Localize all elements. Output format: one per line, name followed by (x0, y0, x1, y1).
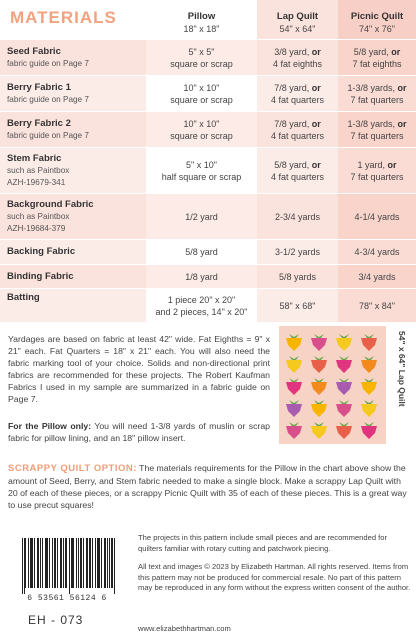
table-row-stem: Stem Fabric such as Paintbox AZH-19679-341 5" x 10" half square or scrap 5/8 yard, or 4 fat quarters 1 yard, or 7 fat quarters (0, 147, 416, 193)
barcode-bar (63, 538, 64, 588)
barcode (22, 538, 116, 594)
strawberry-block (336, 400, 352, 417)
barcode-bar (78, 538, 79, 588)
column-header-pillow: Pillow 18" x 18" (146, 0, 257, 39)
barcode-bar (73, 538, 74, 588)
barcode-bar (95, 538, 96, 588)
barcode-bar (111, 538, 112, 588)
strawberry-block (361, 422, 377, 439)
barcode-bar (66, 538, 67, 588)
barcode-bar (32, 538, 33, 588)
materials-header (0, 0, 146, 39)
barcode-bar (101, 538, 102, 588)
barcode-bar (97, 538, 98, 588)
barcode-bar (71, 538, 72, 588)
table-row-backing: Backing Fabric 5/8 yard 3-1/2 yards 4-3/4 yards (0, 239, 416, 264)
quilt-size-label: 54" x 64" Lap Quilt (397, 331, 407, 407)
barcode-bar (30, 538, 31, 588)
barcode-bar (52, 538, 53, 588)
barcode-bar (45, 538, 46, 588)
strawberry-block (286, 422, 302, 439)
barcode-bar (112, 538, 113, 588)
table-row-batting: Batting 1 piece 20" x 20" and 2 pieces, 14" x 20" 58" x 68" 78" x 84" (0, 288, 416, 322)
barcode-bar (24, 538, 25, 594)
barcode-bar (76, 538, 77, 588)
strawberry-block (286, 356, 302, 373)
yardage-note: Yardages are based on fabric at least 42" wide. Fat Eighths = 9" x 21" each. Fat Quarters = 18" x 21" each. You will also need the fabric marking tool of your choice. Solids and non-directional print fabrics are recommended for these projects. The Robert Kaufman Fabrics I used in my sample are summarized in a fabric guide on Page 7. (8, 334, 270, 404)
barcode-bar (28, 538, 29, 588)
strawberry-block (336, 334, 352, 351)
barcode-bar (86, 538, 87, 588)
barcode-bar (47, 538, 48, 588)
barcode-bar (57, 538, 58, 588)
website-url: www.elizabethhartman.com (138, 624, 231, 633)
barcode-bar (61, 538, 62, 588)
strawberry-block (336, 356, 352, 373)
barcode-bar (81, 538, 82, 588)
strawberry-block (286, 400, 302, 417)
barcode-bar (54, 538, 55, 588)
table-row-background: Background Fabric such as Paintbox AZH-19684-379 1/2 yard 2-3/4 yards 4-1/4 yards (0, 193, 416, 239)
strawberry-block (311, 378, 327, 395)
strawberry-block (361, 356, 377, 373)
barcode-bar (60, 538, 61, 588)
barcode-bar (92, 538, 93, 588)
strawberry-block (336, 422, 352, 439)
pattern-code: EH - 073 (28, 613, 84, 627)
strawberry-block (361, 378, 377, 395)
barcode-bar (83, 538, 84, 588)
barcode-bar (34, 538, 35, 588)
barcode-bar (90, 538, 91, 588)
barcode-bar (80, 538, 81, 588)
table-row-berry-1: Berry Fabric 1 fabric guide on Page 7 10" x 10" square or scrap 7/8 yard, or 4 fat quarters 1-3/8 yards, or 7 fat quarters (0, 75, 416, 111)
barcode-bar (87, 538, 88, 588)
strawberry-quilt-illustration (279, 326, 386, 444)
barcode-bar (114, 538, 115, 594)
barcode-bar (98, 538, 99, 588)
barcode-bar (37, 538, 38, 588)
strawberry-block (361, 400, 377, 417)
barcode-bar (104, 538, 105, 588)
barcode-bar (89, 538, 90, 588)
table-row-berry-2: Berry Fabric 2 fabric guide on Page 7 10" x 10" square or scrap 7/8 yard, or 4 fat quarters 1-3/8 yards, or 7 fat quarters (0, 111, 416, 147)
lap-quilt-image (279, 326, 386, 444)
strawberry-block (286, 378, 302, 395)
barcode-bar (22, 538, 23, 594)
column-header-lap-quilt: Lap Quilt 54" x 64" (257, 0, 338, 39)
barcode-bar (107, 538, 108, 588)
barcode-bar (65, 538, 66, 588)
column-header-picnic-quilt: Picnic Quilt 74" x 76" (338, 0, 416, 39)
barcode-area (8, 532, 128, 636)
strawberry-block (311, 334, 327, 351)
barcode-bar (99, 538, 100, 588)
barcode-bar (31, 538, 32, 588)
scrappy-quilt-option: SCRAPPY QUILT OPTION: The materials requirements for the Pillow in the chart above show the amount of Seed, Berry, and Stem fabric needed to make a single block. Make a scrappy Lap Quilt with 20 of each of these pieces, or a scrappy Picnic Quilt with 35 of each of these pieces. This is a great way to use precut squares! (8, 463, 407, 510)
table-row-seed: Seed Fabric fabric guide on Page 7 5" x 5" square or scrap 3/8 yard, or 4 fat eighths 5/8 yard, or 7 fat eighths (0, 39, 416, 75)
barcode-number: 6 53561 56124 6 (27, 594, 107, 603)
page-title: MATERIALS (10, 8, 117, 27)
barcode-bar (42, 538, 43, 588)
barcode-bar (72, 538, 73, 588)
skill-note: The projects in this pattern include small pieces and are recommended for quilters familiar with rotary cutting and patchwork piecing. (138, 533, 388, 553)
barcode-bar (109, 538, 110, 588)
copyright-note: All text and images © 2023 by Elizabeth Hartman. All rights reserved. Items from this pattern may not be produced for commercial resale. No part of this pattern may be reproduced in any form without the express written consent of the author. (138, 562, 411, 592)
barcode-bar (105, 538, 106, 588)
barcode-bar (38, 538, 39, 588)
barcode-bar (46, 538, 47, 588)
strawberry-block (336, 378, 352, 395)
strawberry-block (311, 400, 327, 417)
strawberry-block (311, 356, 327, 373)
barcode-bar (25, 538, 26, 588)
barcode-bar (49, 538, 50, 588)
strawberry-block (361, 334, 377, 351)
pillow-note: For the Pillow only: You will need 1-3/8 yards of muslin or scrap fabric for pillow lining, and an 18" pillow insert. (8, 421, 270, 443)
barcode-bar (40, 538, 41, 588)
table-row-binding: Binding Fabric 1/8 yard 5/8 yards 3/4 yards (0, 264, 416, 288)
barcode-bar (69, 538, 70, 594)
strawberry-block (286, 334, 302, 351)
barcode-bar (55, 538, 56, 588)
strawberry-block (311, 422, 327, 439)
